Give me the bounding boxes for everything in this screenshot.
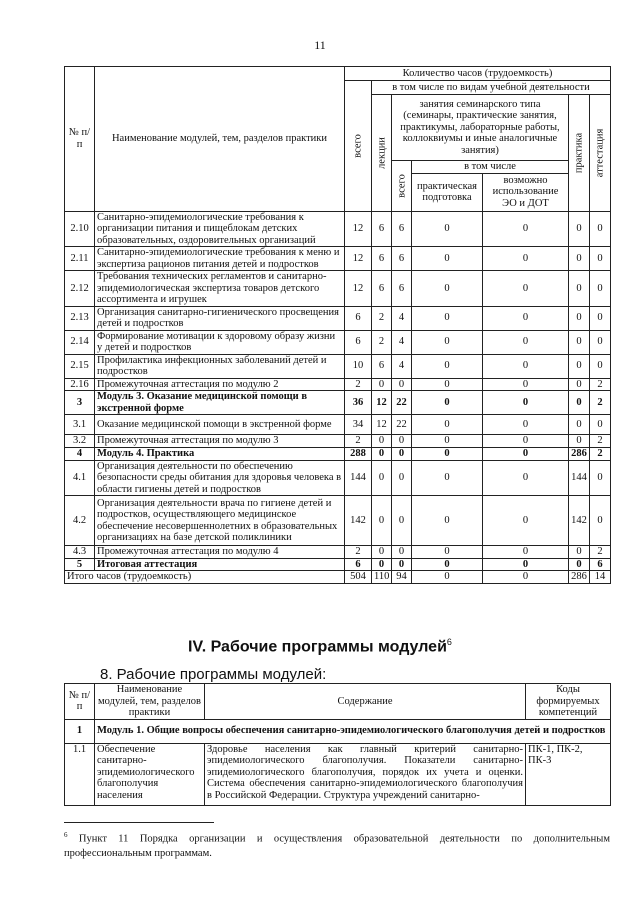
row-name: Организация деятельности по обеспечению безопасности среды обитания для здоровья человека в области гигиены детей и подростков bbox=[95, 460, 345, 496]
total-pr: 286 bbox=[569, 571, 590, 584]
cell-sem: 0 bbox=[392, 496, 412, 546]
cell-sem: 4 bbox=[392, 330, 412, 354]
row-num: 2.12 bbox=[65, 271, 95, 307]
cell-total: 2 bbox=[345, 378, 372, 391]
row-name: Модуль 3. Оказание медицинской помощи в экстренной форме bbox=[95, 391, 345, 415]
cell-att: 0 bbox=[590, 460, 611, 496]
cell-total: 36 bbox=[345, 391, 372, 415]
row-num: 4 bbox=[65, 447, 95, 460]
table-row bbox=[65, 415, 611, 435]
cell-pp: 0 bbox=[412, 391, 483, 415]
cell-pp: 0 bbox=[412, 447, 483, 460]
cell-lec: 0 bbox=[372, 460, 392, 496]
cell-eo: 0 bbox=[483, 354, 569, 378]
cell-lec: 12 bbox=[372, 415, 392, 435]
row-name: Организация санитарно-гигиенического просвещения детей и подростков bbox=[95, 306, 345, 330]
row-name: Санитарно-эпидемиологические требования к меню и экспертиза рационов питания детей и подростков bbox=[95, 247, 345, 271]
cell-total: 2 bbox=[345, 435, 372, 448]
row-name: Промежуточная аттестация по модулю 2 bbox=[95, 378, 345, 391]
cell-eo: 0 bbox=[483, 247, 569, 271]
cell-lec: 12 bbox=[372, 391, 392, 415]
cell-att: 0 bbox=[590, 330, 611, 354]
table-row bbox=[65, 271, 611, 307]
table-row bbox=[65, 378, 611, 391]
cell-att: 0 bbox=[590, 354, 611, 378]
cell-pp: 0 bbox=[412, 306, 483, 330]
cell-pr: 0 bbox=[569, 546, 590, 559]
cell-lec: 6 bbox=[372, 354, 392, 378]
row-num: 2.11 bbox=[65, 247, 95, 271]
header-by-type: в том числе по видам учебной деятельности bbox=[372, 81, 611, 95]
hours-table bbox=[64, 66, 611, 584]
cell-lec: 0 bbox=[372, 447, 392, 460]
row-num: 2.10 bbox=[65, 211, 95, 247]
header-all: всего bbox=[345, 81, 372, 212]
cell-pr: 0 bbox=[569, 558, 590, 571]
cell-att: 2 bbox=[590, 546, 611, 559]
cell-sem: 0 bbox=[392, 546, 412, 559]
cell-att: 0 bbox=[590, 496, 611, 546]
cell-pr: 0 bbox=[569, 415, 590, 435]
t2-row-name: Обеспечение санитарно-эпидемиологического благополучия населения bbox=[95, 743, 205, 805]
row-name: Итоговая аттестация bbox=[95, 558, 345, 571]
cell-total: 142 bbox=[345, 496, 372, 546]
header-hours-total: Количество часов (трудоемкость) bbox=[345, 67, 611, 81]
row-num: 4.3 bbox=[65, 546, 95, 559]
cell-att: 2 bbox=[590, 378, 611, 391]
cell-pp: 0 bbox=[412, 271, 483, 307]
cell-sem: 6 bbox=[392, 271, 412, 307]
cell-sem: 6 bbox=[392, 247, 412, 271]
cell-att: 0 bbox=[590, 306, 611, 330]
cell-pr: 0 bbox=[569, 354, 590, 378]
row-num: 2.15 bbox=[65, 354, 95, 378]
cell-eo: 0 bbox=[483, 546, 569, 559]
cell-total: 12 bbox=[345, 211, 372, 247]
cell-total: 6 bbox=[345, 330, 372, 354]
cell-sem: 6 bbox=[392, 211, 412, 247]
cell-lec: 0 bbox=[372, 378, 392, 391]
t2-header-codes: Коды формируемых компетенций bbox=[526, 684, 611, 720]
row-name: Промежуточная аттестация по модулю 3 bbox=[95, 435, 345, 448]
row-num: 4.1 bbox=[65, 460, 95, 496]
cell-pr: 0 bbox=[569, 211, 590, 247]
cell-total: 2 bbox=[345, 546, 372, 559]
cell-eo: 0 bbox=[483, 271, 569, 307]
cell-lec: 6 bbox=[372, 247, 392, 271]
cell-lec: 6 bbox=[372, 211, 392, 247]
table-row bbox=[65, 330, 611, 354]
cell-eo: 0 bbox=[483, 496, 569, 546]
table-row bbox=[65, 496, 611, 546]
cell-eo: 0 bbox=[483, 378, 569, 391]
cell-lec: 0 bbox=[372, 496, 392, 546]
cell-pr: 144 bbox=[569, 460, 590, 496]
cell-pp: 0 bbox=[412, 435, 483, 448]
cell-eo: 0 bbox=[483, 435, 569, 448]
t2-header-content: Содержание bbox=[205, 684, 526, 720]
t2-header-name: Наименование модулей, тем, разделов практики bbox=[95, 684, 205, 720]
total-sem: 94 bbox=[392, 571, 412, 584]
cell-lec: 6 bbox=[372, 271, 392, 307]
cell-total: 288 bbox=[345, 447, 372, 460]
cell-sem: 0 bbox=[392, 460, 412, 496]
cell-total: 34 bbox=[345, 415, 372, 435]
row-name: Требования технических регламентов и санитарно-эпидемиологическая экспертиза товаров детского ассортимента и игрушек bbox=[95, 271, 345, 307]
header-name: Наименование модулей, тем, разделов практики bbox=[95, 67, 345, 212]
cell-sem: 0 bbox=[392, 435, 412, 448]
total-att: 14 bbox=[590, 571, 611, 584]
header-lectures: лекции bbox=[372, 95, 392, 212]
row-num: 5 bbox=[65, 558, 95, 571]
cell-total: 12 bbox=[345, 271, 372, 307]
cell-pp: 0 bbox=[412, 330, 483, 354]
table-row bbox=[65, 211, 611, 247]
cell-eo: 0 bbox=[483, 447, 569, 460]
row-num: 3 bbox=[65, 391, 95, 415]
cell-pp: 0 bbox=[412, 211, 483, 247]
cell-att: 0 bbox=[590, 271, 611, 307]
cell-lec: 0 bbox=[372, 546, 392, 559]
cell-sem: 0 bbox=[392, 378, 412, 391]
section-title: IV. Рабочие программы модулей$^6$ bbox=[188, 637, 452, 656]
cell-eo: 0 bbox=[483, 558, 569, 571]
total-lec: 110 bbox=[372, 571, 392, 584]
cell-pp: 0 bbox=[412, 496, 483, 546]
cell-eo: 0 bbox=[483, 330, 569, 354]
cell-sem: 4 bbox=[392, 306, 412, 330]
cell-total: 6 bbox=[345, 306, 372, 330]
cell-sem: 0 bbox=[392, 447, 412, 460]
cell-pr: 0 bbox=[569, 391, 590, 415]
table-row bbox=[65, 558, 611, 571]
cell-att: 0 bbox=[590, 211, 611, 247]
cell-total: 6 bbox=[345, 558, 372, 571]
row-name: Модуль 4. Практика bbox=[95, 447, 345, 460]
table-row bbox=[65, 546, 611, 559]
t2-row-num: 1.1 bbox=[65, 743, 95, 805]
row-name: Промежуточная аттестация по модулю 4 bbox=[95, 546, 345, 559]
cell-eo: 0 bbox=[483, 460, 569, 496]
t2-header-num: № п/п bbox=[65, 684, 95, 720]
header-including: в том числе bbox=[412, 161, 569, 174]
cell-pp: 0 bbox=[412, 354, 483, 378]
table-row bbox=[65, 306, 611, 330]
row-num: 3.2 bbox=[65, 435, 95, 448]
cell-sem: 0 bbox=[392, 558, 412, 571]
cell-eo: 0 bbox=[483, 306, 569, 330]
header-seminar: занятия семинарского типа (семинары, практические занятия, практикумы, лабораторные работы, коллоквиумы и иные аналогичные занятия) bbox=[392, 95, 569, 161]
table-row bbox=[65, 435, 611, 448]
table-row bbox=[65, 460, 611, 496]
cell-pp: 0 bbox=[412, 247, 483, 271]
cell-att: 2 bbox=[590, 391, 611, 415]
header-sem-all: всего bbox=[392, 161, 412, 212]
row-num: 2.13 bbox=[65, 306, 95, 330]
cell-pp: 0 bbox=[412, 460, 483, 496]
table-row bbox=[65, 247, 611, 271]
footnote: $^6$ Пункт 11 Порядка организации и осуществления образовательной деятельности по дополнительным профессиональным программам. bbox=[64, 831, 610, 859]
cell-pr: 0 bbox=[569, 271, 590, 307]
header-num: № п/п bbox=[65, 67, 95, 212]
cell-lec: 2 bbox=[372, 306, 392, 330]
cell-sem: 22 bbox=[392, 415, 412, 435]
cell-pr: 286 bbox=[569, 447, 590, 460]
cell-lec: 0 bbox=[372, 558, 392, 571]
header-eo-dot: возможно использование ЭО и ДОТ bbox=[483, 173, 569, 211]
cell-eo: 0 bbox=[483, 391, 569, 415]
cell-pr: 0 bbox=[569, 330, 590, 354]
row-name: Профилактика инфекционных заболеваний детей и подростков bbox=[95, 354, 345, 378]
row-name: Организация деятельности врача по гигиене детей и подростков, осуществляющего медицинское обеспечение несовершеннолетних в образовательных организациях на базе детской поликлиники bbox=[95, 496, 345, 546]
cell-total: 144 bbox=[345, 460, 372, 496]
row-num: 2.16 bbox=[65, 378, 95, 391]
cell-att: 0 bbox=[590, 415, 611, 435]
row-name: Формирование мотивации к здоровому образу жизни у детей и подростков bbox=[95, 330, 345, 354]
row-name: Санитарно-эпидемиологические требования к организации питания и пищеблокам детских образовательных, оздоровительных организаций bbox=[95, 211, 345, 247]
module-programs-table bbox=[64, 683, 611, 806]
header-practice: практика bbox=[569, 95, 590, 212]
page-number: 11 bbox=[314, 38, 326, 52]
total-pp: 0 bbox=[412, 571, 483, 584]
cell-sem: 22 bbox=[392, 391, 412, 415]
subsection-title: 8. Рабочие программы модулей: bbox=[100, 666, 327, 683]
header-practical-prep: практическая подготовка bbox=[412, 173, 483, 211]
cell-pp: 0 bbox=[412, 378, 483, 391]
total-label: Итого часов (трудоемкость) bbox=[65, 571, 345, 584]
total-row bbox=[65, 571, 611, 584]
cell-pp: 0 bbox=[412, 546, 483, 559]
cell-pp: 0 bbox=[412, 558, 483, 571]
cell-pr: 142 bbox=[569, 496, 590, 546]
table-row bbox=[65, 391, 611, 415]
cell-sem: 4 bbox=[392, 354, 412, 378]
cell-pp: 0 bbox=[412, 415, 483, 435]
footnote-divider bbox=[64, 822, 214, 823]
cell-pr: 0 bbox=[569, 435, 590, 448]
cell-lec: 2 bbox=[372, 330, 392, 354]
cell-pr: 0 bbox=[569, 378, 590, 391]
t2-row-codes: ПК-1, ПК-2, ПК-3 bbox=[526, 743, 611, 805]
t2-row-content: Здоровье населения как главный критерий санитарно-эпидемиологического благополучия. Показатели санитарно-эпидемиологического благополучия, порядок их учета и оценки. Система обеспечения санитарно-эпидемиологического благополучия в Российской Федерации. Структура учреждений санитарно- bbox=[205, 743, 526, 805]
row-num: 2.14 bbox=[65, 330, 95, 354]
cell-total: 12 bbox=[345, 247, 372, 271]
cell-att: 0 bbox=[590, 247, 611, 271]
cell-lec: 0 bbox=[372, 435, 392, 448]
row-name: Оказание медицинской помощи в экстренной форме bbox=[95, 415, 345, 435]
table-row bbox=[65, 447, 611, 460]
table-row bbox=[65, 354, 611, 378]
total-total: 504 bbox=[345, 571, 372, 584]
t2-module-title: Модуль 1. Общие вопросы обеспечения санитарно-эпидемиологического благополучия детей и подростков bbox=[95, 719, 611, 743]
cell-eo: 0 bbox=[483, 211, 569, 247]
cell-att: 2 bbox=[590, 435, 611, 448]
cell-pr: 0 bbox=[569, 306, 590, 330]
cell-att: 2 bbox=[590, 447, 611, 460]
t2-module-num: 1 bbox=[65, 719, 95, 743]
cell-total: 10 bbox=[345, 354, 372, 378]
cell-pr: 0 bbox=[569, 247, 590, 271]
row-num: 4.2 bbox=[65, 496, 95, 546]
total-eo: 0 bbox=[483, 571, 569, 584]
cell-eo: 0 bbox=[483, 415, 569, 435]
cell-att: 6 bbox=[590, 558, 611, 571]
header-attestation: аттестация bbox=[590, 95, 611, 212]
row-num: 3.1 bbox=[65, 415, 95, 435]
